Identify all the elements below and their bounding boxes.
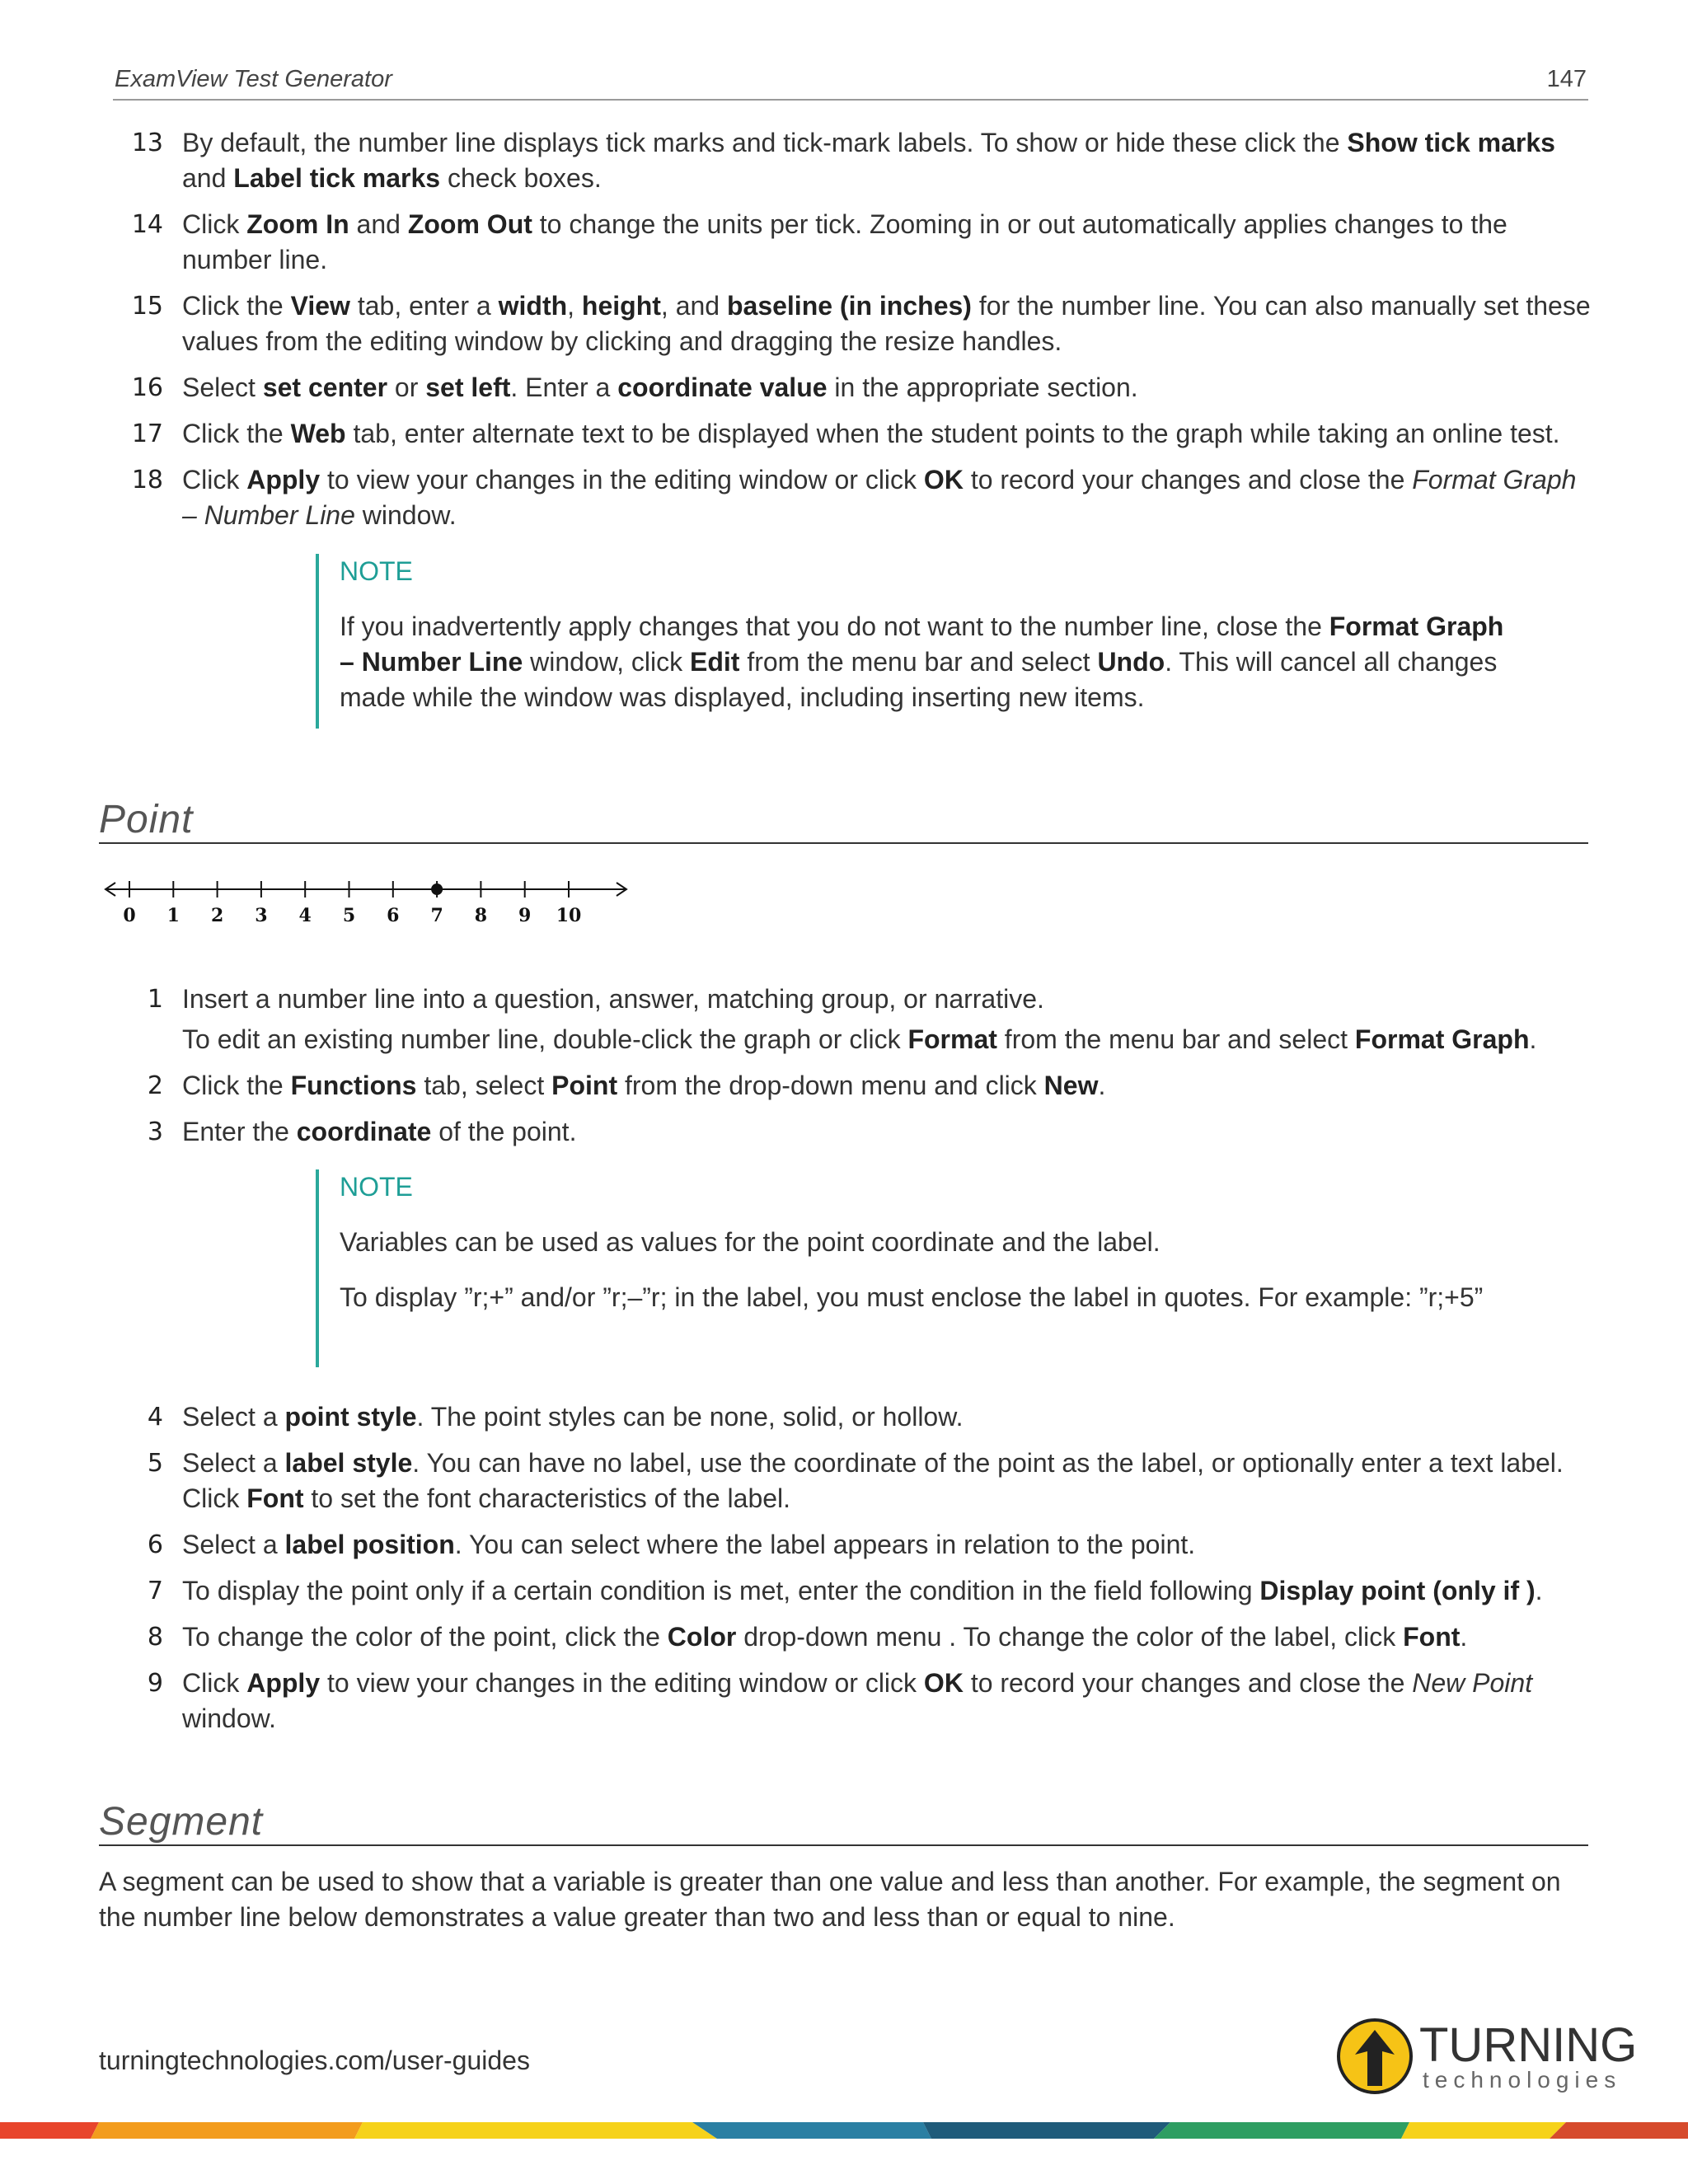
tick-label: 1 [166, 905, 180, 926]
note-text: If you inadvertently apply changes that you do not want to the number line, close the Format Graph – Number Line window, click Edit from the menu bar and select Undo. This will cancel all changes made while the window was displayed, including inserting new items. [340, 612, 1504, 712]
step-number: 3 [147, 1118, 163, 1146]
step-item [0, 1527, 1688, 1563]
note-text-line2: To display ”r;+” and/or ”r;–”r; in the label, you must enclose the label in quotes. For example: ”r;+5” [340, 1282, 1484, 1312]
step-item [0, 416, 1688, 452]
step-text: Click the View tab, enter a width, height, and baseline (in inches) for the number line. You can also manually set these values from the editing window by clicking and dragging the resize handles. [182, 291, 1591, 356]
number-line-figure [99, 874, 643, 931]
note-label: NOTE [340, 1172, 413, 1202]
step-number: 16 [131, 373, 163, 402]
step-item [0, 1446, 1688, 1516]
step-text: To display the point only if a certain condition is met, enter the condition in the field following Display point (only if ). [182, 1576, 1543, 1605]
step-item [0, 1399, 1688, 1435]
tick-label: 3 [255, 905, 268, 926]
step-number: 9 [147, 1669, 163, 1698]
turning-technologies-logo [1335, 2015, 1648, 2097]
step-subtext: To edit an existing number line, double-click the graph or click Format from the menu bar and select Format Graph. [182, 1024, 1537, 1054]
step-number: 1 [147, 985, 163, 1014]
step-item [0, 462, 1688, 533]
page-header [113, 63, 1588, 101]
tick-label: 4 [298, 905, 312, 926]
step-item [0, 1114, 1688, 1150]
section-title: Point [99, 798, 194, 841]
footer-url-link[interactable]: turningtechnologies.com/user-guides [99, 2046, 530, 2075]
section-title: Segment [99, 1800, 264, 1844]
step-number: 8 [147, 1623, 163, 1652]
step-text: Click Apply to view your changes in the editing window or click OK to record your changes and close the New Point window. [182, 1668, 1533, 1733]
footer-color-stripe [0, 2118, 1688, 2143]
step-number: 15 [131, 292, 163, 321]
tick-label: 0 [123, 905, 136, 926]
note-label: NOTE [340, 556, 413, 586]
step-item [0, 1573, 1688, 1609]
step-text: Select a point style. The point styles can be none, solid, or hollow. [182, 1402, 964, 1432]
step-number: 7 [147, 1577, 163, 1605]
step-number: 4 [147, 1403, 163, 1432]
tick-label: 8 [474, 905, 488, 926]
step-item [0, 1619, 1688, 1655]
section-heading-segment [99, 1795, 1588, 1846]
note-text-line1: Variables can be used as values for the point coordinate and the label. [340, 1227, 1160, 1257]
plotted-point [431, 883, 443, 895]
step-number: 6 [147, 1530, 163, 1559]
steps-list-top [0, 125, 1688, 544]
step-item [0, 982, 1688, 1057]
steps-list-point-b [0, 1399, 1688, 1747]
step-text: Click Apply to view your changes in the editing window or click OK to record your changes and close the Format Graph – Number Line window. [182, 465, 1577, 530]
tick-label: 6 [387, 905, 400, 926]
tick-label: 7 [430, 905, 443, 926]
step-text: Enter the coordinate of the point. [182, 1117, 577, 1146]
step-text: Insert a number line into a question, answer, matching group, or narrative. [182, 984, 1044, 1014]
step-text: Click the Functions tab, select Point from the drop-down menu and click New. [182, 1071, 1106, 1100]
step-text: Click Zoom In and Zoom Out to change the units per tick. Zooming in or out automatically applies changes to the number line. [182, 209, 1507, 274]
step-number: 2 [147, 1071, 163, 1100]
section-heading-point [99, 793, 1588, 844]
step-number: 5 [147, 1449, 163, 1478]
page-number: 147 [1546, 66, 1587, 92]
step-number: 13 [131, 129, 163, 157]
steps-list-point-a [0, 982, 1688, 1160]
step-number: 18 [131, 466, 163, 494]
step-item [0, 125, 1688, 196]
step-text: Select a label position. You can select where the label appears in relation to the point. [182, 1530, 1196, 1559]
document-title: ExamView Test Generator [115, 66, 392, 92]
segment-intro-paragraph: A segment can be used to show that a variable is greater than one value and less than another. For example, the segment on the number line below demonstrates a value greater than two and less than or equal to nine. [99, 1867, 1561, 1932]
step-item [0, 1068, 1688, 1104]
tick-label: 9 [518, 905, 532, 926]
step-text: Select set center or set left. Enter a coordinate value in the appropriate section. [182, 373, 1138, 402]
step-text: By default, the number line displays tick marks and tick-mark labels. To show or hide these click the Show tick marks and Label tick marks check boxes. [182, 128, 1555, 193]
step-text: To change the color of the point, click the Color drop-down menu . To change the color of the label, click Font. [182, 1622, 1468, 1652]
note-box-1 [316, 554, 1510, 729]
step-number: 14 [131, 210, 163, 239]
step-item [0, 288, 1688, 359]
tick-label: 10 [556, 905, 582, 926]
step-text: Select a label style. You can have no label, use the coordinate of the point as the label, or optionally enter a text label. Click Font to set the font characteristics of the label. [182, 1448, 1564, 1513]
step-number: 17 [131, 419, 163, 448]
tick-label: 5 [342, 905, 356, 926]
tick-label: 2 [210, 905, 224, 926]
step-item [0, 370, 1688, 405]
step-item [0, 1666, 1688, 1736]
note-box-2 [316, 1169, 1510, 1367]
step-item [0, 207, 1688, 278]
logo-wordmark: TURNING [1419, 2018, 1638, 2072]
logo-subtext: technologies [1423, 2067, 1622, 2093]
step-text: Click the Web tab, enter alternate text to be displayed when the student points to the graph while taking an online test. [182, 419, 1560, 448]
